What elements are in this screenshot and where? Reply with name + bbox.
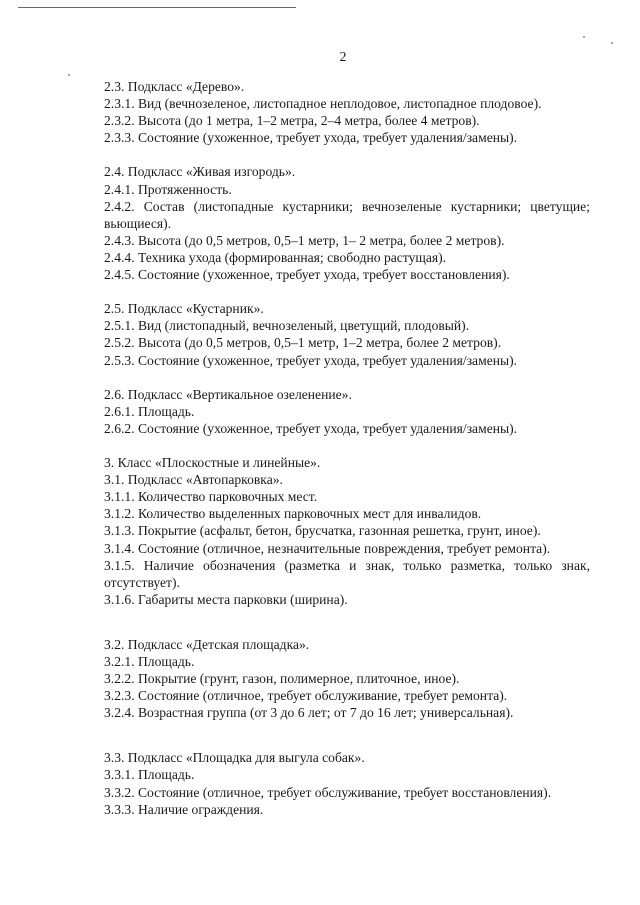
section-heading: 2.4. Подкласс «Живая изгородь». — [104, 164, 296, 180]
list-item: 2.6.1. Площадь. — [104, 403, 195, 419]
list-item: 3.2.1. Площадь. — [104, 654, 195, 669]
list-item: 3.3.3. Наличие ограждения. — [104, 801, 264, 817]
list-item: 2.3.2. Высота (до 1 метра, 1–2 метра, 2–4 метра, более 4 метров). — [104, 113, 480, 129]
list-item: 2.4.1. Протяженность. — [104, 181, 232, 197]
list-item: 3.2.3. Состояние (отличное, требует обслуживание, требует ремонта). — [104, 688, 508, 704]
list-item: 3.1.5. Наличие обозначения (разметка и знак, только разметка, только знак, отсутствует). — [104, 557, 590, 590]
scan-speck — [583, 36, 585, 38]
list-item: 3.1.4. Состояние (отличное, незначительные повреждения, требует ремонта). — [104, 540, 551, 556]
list-item: 2.5.1. Вид (листопадный, вечнозеленый, цветущий, плодовый). — [104, 318, 470, 334]
class-heading: 3. Класс «Плоскостные и линейные». — [104, 455, 321, 471]
list-item: 3.1.6. Габариты места парковки (ширина). — [104, 591, 348, 607]
list-item: 3.3.1. Площадь. — [104, 767, 195, 783]
section-heading: 2.6. Подкласс «Вертикальное озеленение». — [104, 386, 352, 402]
section-heading: 3.1. Подкласс «Автопарковка». — [104, 472, 283, 488]
scan-artifact-line — [18, 7, 296, 8]
list-item: 2.4.4. Техника ухода (формированная; свободно растущая). — [104, 249, 447, 265]
list-item: 2.4.5. Состояние (ухоженное, требует ухода, требует восстановления). — [104, 267, 510, 283]
list-item: 2.3.1. Вид (вечнозеленое, листопадное неплодовое, листопадное плодовое). — [104, 96, 542, 112]
list-item: 2.3.3. Состояние (ухоженное, требует ухода, требует удаления/замены). — [104, 130, 518, 146]
document-body — [104, 78, 590, 818]
list-item: 2.6.2. Состояние (ухоженное, требует ухода, требует удаления/замены). — [104, 420, 518, 436]
scan-speck — [611, 42, 613, 44]
list-item: 3.2.4. Возрастная группа (от 3 до 6 лет; от 7 до 16 лет; универсальная). — [104, 705, 514, 721]
section-heading: 3.3. Подкласс «Площадка для выгула собак». — [104, 750, 365, 766]
page-number: 2 — [339, 50, 347, 65]
list-item: 2.5.3. Состояние (ухоженное, требует ухода, требует удаления/замены). — [104, 352, 518, 368]
section-heading: 2.3. Подкласс «Дерево». — [104, 79, 245, 94]
list-item: 2.4.3. Высота (до 0,5 метров, 0,5–1 метр, 1– 2 метра, более 2 метров). — [104, 232, 505, 248]
list-item: 3.1.2. Количество выделенных парковочных мест для инвалидов. — [104, 506, 482, 522]
list-item: 3.1.3. Покрытие (асфальт, бетон, брусчатка, газонная решетка, грунт, иное). — [104, 523, 541, 539]
list-item: 2.5.2. Высота (до 0,5 метров, 0,5–1 метр, 1–2 метра, более 2 метров). — [104, 335, 502, 351]
list-item: 2.4.2. Состав (листопадные кустарники; вечнозеленые кустарники; цветущие; вьющиеся). — [104, 198, 590, 231]
section-heading: 3.2. Подкласс «Детская площадка». — [104, 636, 310, 652]
scan-speck — [68, 74, 70, 76]
list-item: 3.3.2. Состояние (отличное, требует обслуживание, требует восстановления). — [104, 784, 552, 800]
list-item: 3.1.1. Количество парковочных мест. — [104, 489, 318, 505]
section-heading: 2.5. Подкласс «Кустарник». — [104, 301, 264, 317]
list-item: 3.2.2. Покрытие (грунт, газон, полимерное, плиточное, иное). — [104, 671, 460, 687]
